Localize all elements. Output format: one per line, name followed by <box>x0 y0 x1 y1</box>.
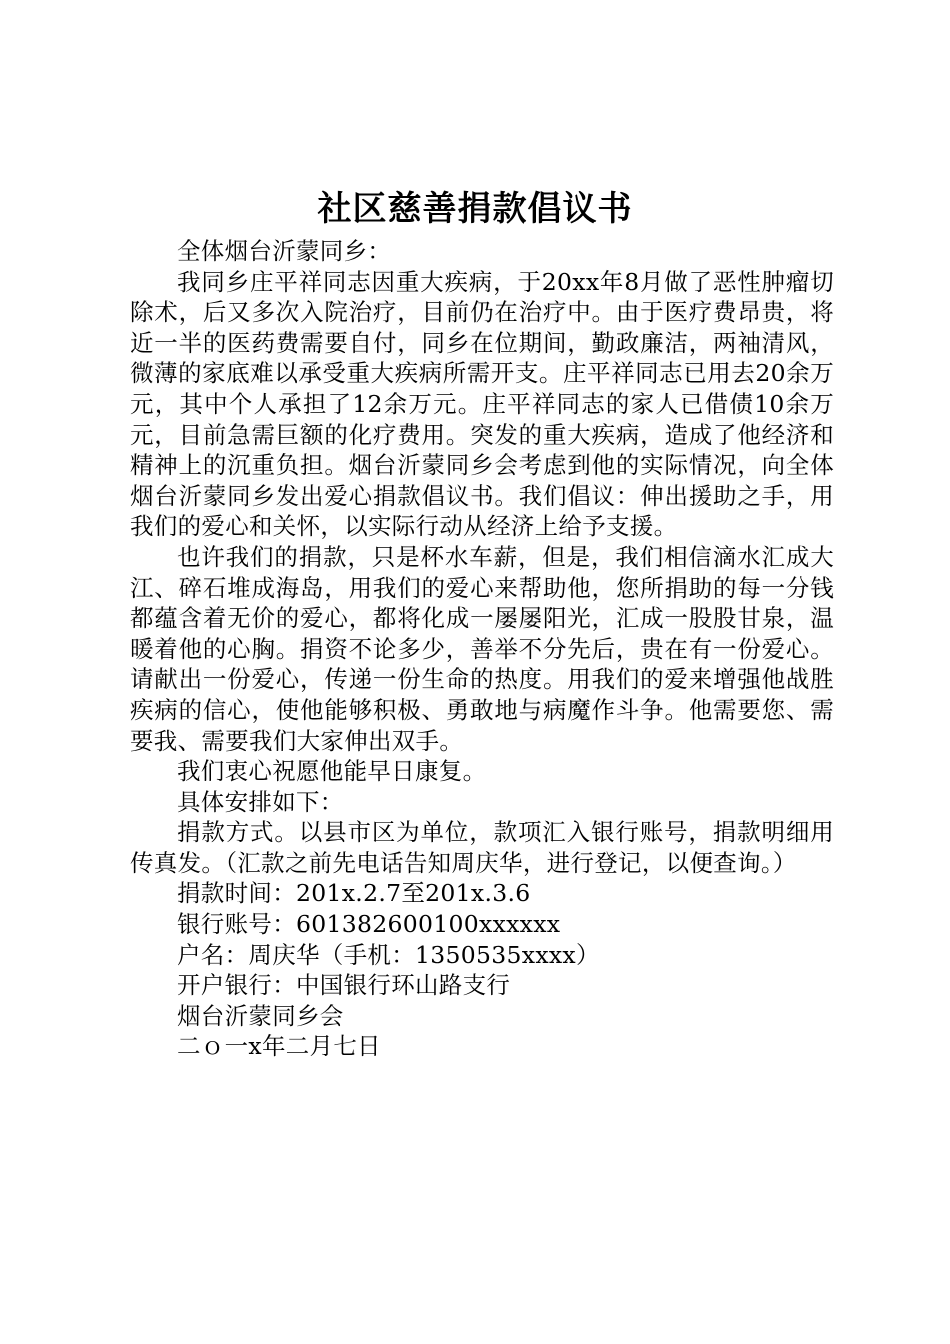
opening-bank: 开户银行：中国银行环山路支行 <box>177 971 511 1000</box>
salutation: 全体烟台沂蒙同乡： <box>177 237 392 265</box>
paragraph-wish: 我们衷心祝愿他能早日康复。 <box>177 757 487 786</box>
signature-organization: 烟台沂蒙同乡会 <box>177 1001 344 1030</box>
bank-account: 银行账号：601382600100xxxxxx <box>177 910 561 939</box>
document-title: 社区慈善捐款倡议书 <box>317 189 633 229</box>
paragraph-situation: 我同乡庄平祥同志因重大疾病，于20xx年8月做了恶性肿瘤切除术，后又多次入院治疗，目前仍在治疗中。由于医疗费昂贵，将近一半的医药费需要自付，同乡在位期间，勤政廉洁，两袖清风，微薄的家底难以承受重大疾病所需开支。庄平祥同志已用去20余万元，其中个人承担了12余万元。庄平祥同志的家人已借债10余万元，目前急需巨额的化疗费用。突发的重大疾病，造成了他经济和精神上的沉重负担。烟台沂蒙同乡会考虑到他的实际情况，向全体烟台沂蒙同乡发出爱心捐款倡议书。我们倡议：伸出援助之手，用我们的爱心和关怀，以实际行动从经济上给予支援。 <box>130 267 834 541</box>
donation-time: 捐款时间：201x.2.7至201x.3.6 <box>177 879 531 908</box>
paragraph-appeal: 也许我们的捐款，只是杯水车薪，但是，我们相信滴水汇成大江、碎石堆成海岛，用我们的爱心来帮助他，您所捐助的每一分钱都蕴含着无价的爱心，都将化成一屡屡阳光，汇成一股股甘泉，温暖着他的心胸。捐资不论多少，善举不分先后，贵在有一份爱心。请献出一份爱心，传递一份生命的热度。用我们的爱来增强他战胜疾病的信心，使他能够积极、勇敢地与病魔作斗争。他需要您、需要我、需要我们大家伸出双手。 <box>130 542 834 755</box>
account-name: 户名：周庆华（手机：1350535xxxx） <box>177 940 600 969</box>
signature-date: 二ｏ一x年二月七日 <box>177 1032 381 1061</box>
paragraph-donation-method: 捐款方式。以县市区为单位，款项汇入银行账号，捐款明细用传真发。（汇款之前先电话告知周庆华，进行登记，以便查询。） <box>130 818 834 877</box>
document-body <box>130 236 834 1062</box>
paragraph-arrangement-heading: 具体安排如下： <box>177 787 344 816</box>
